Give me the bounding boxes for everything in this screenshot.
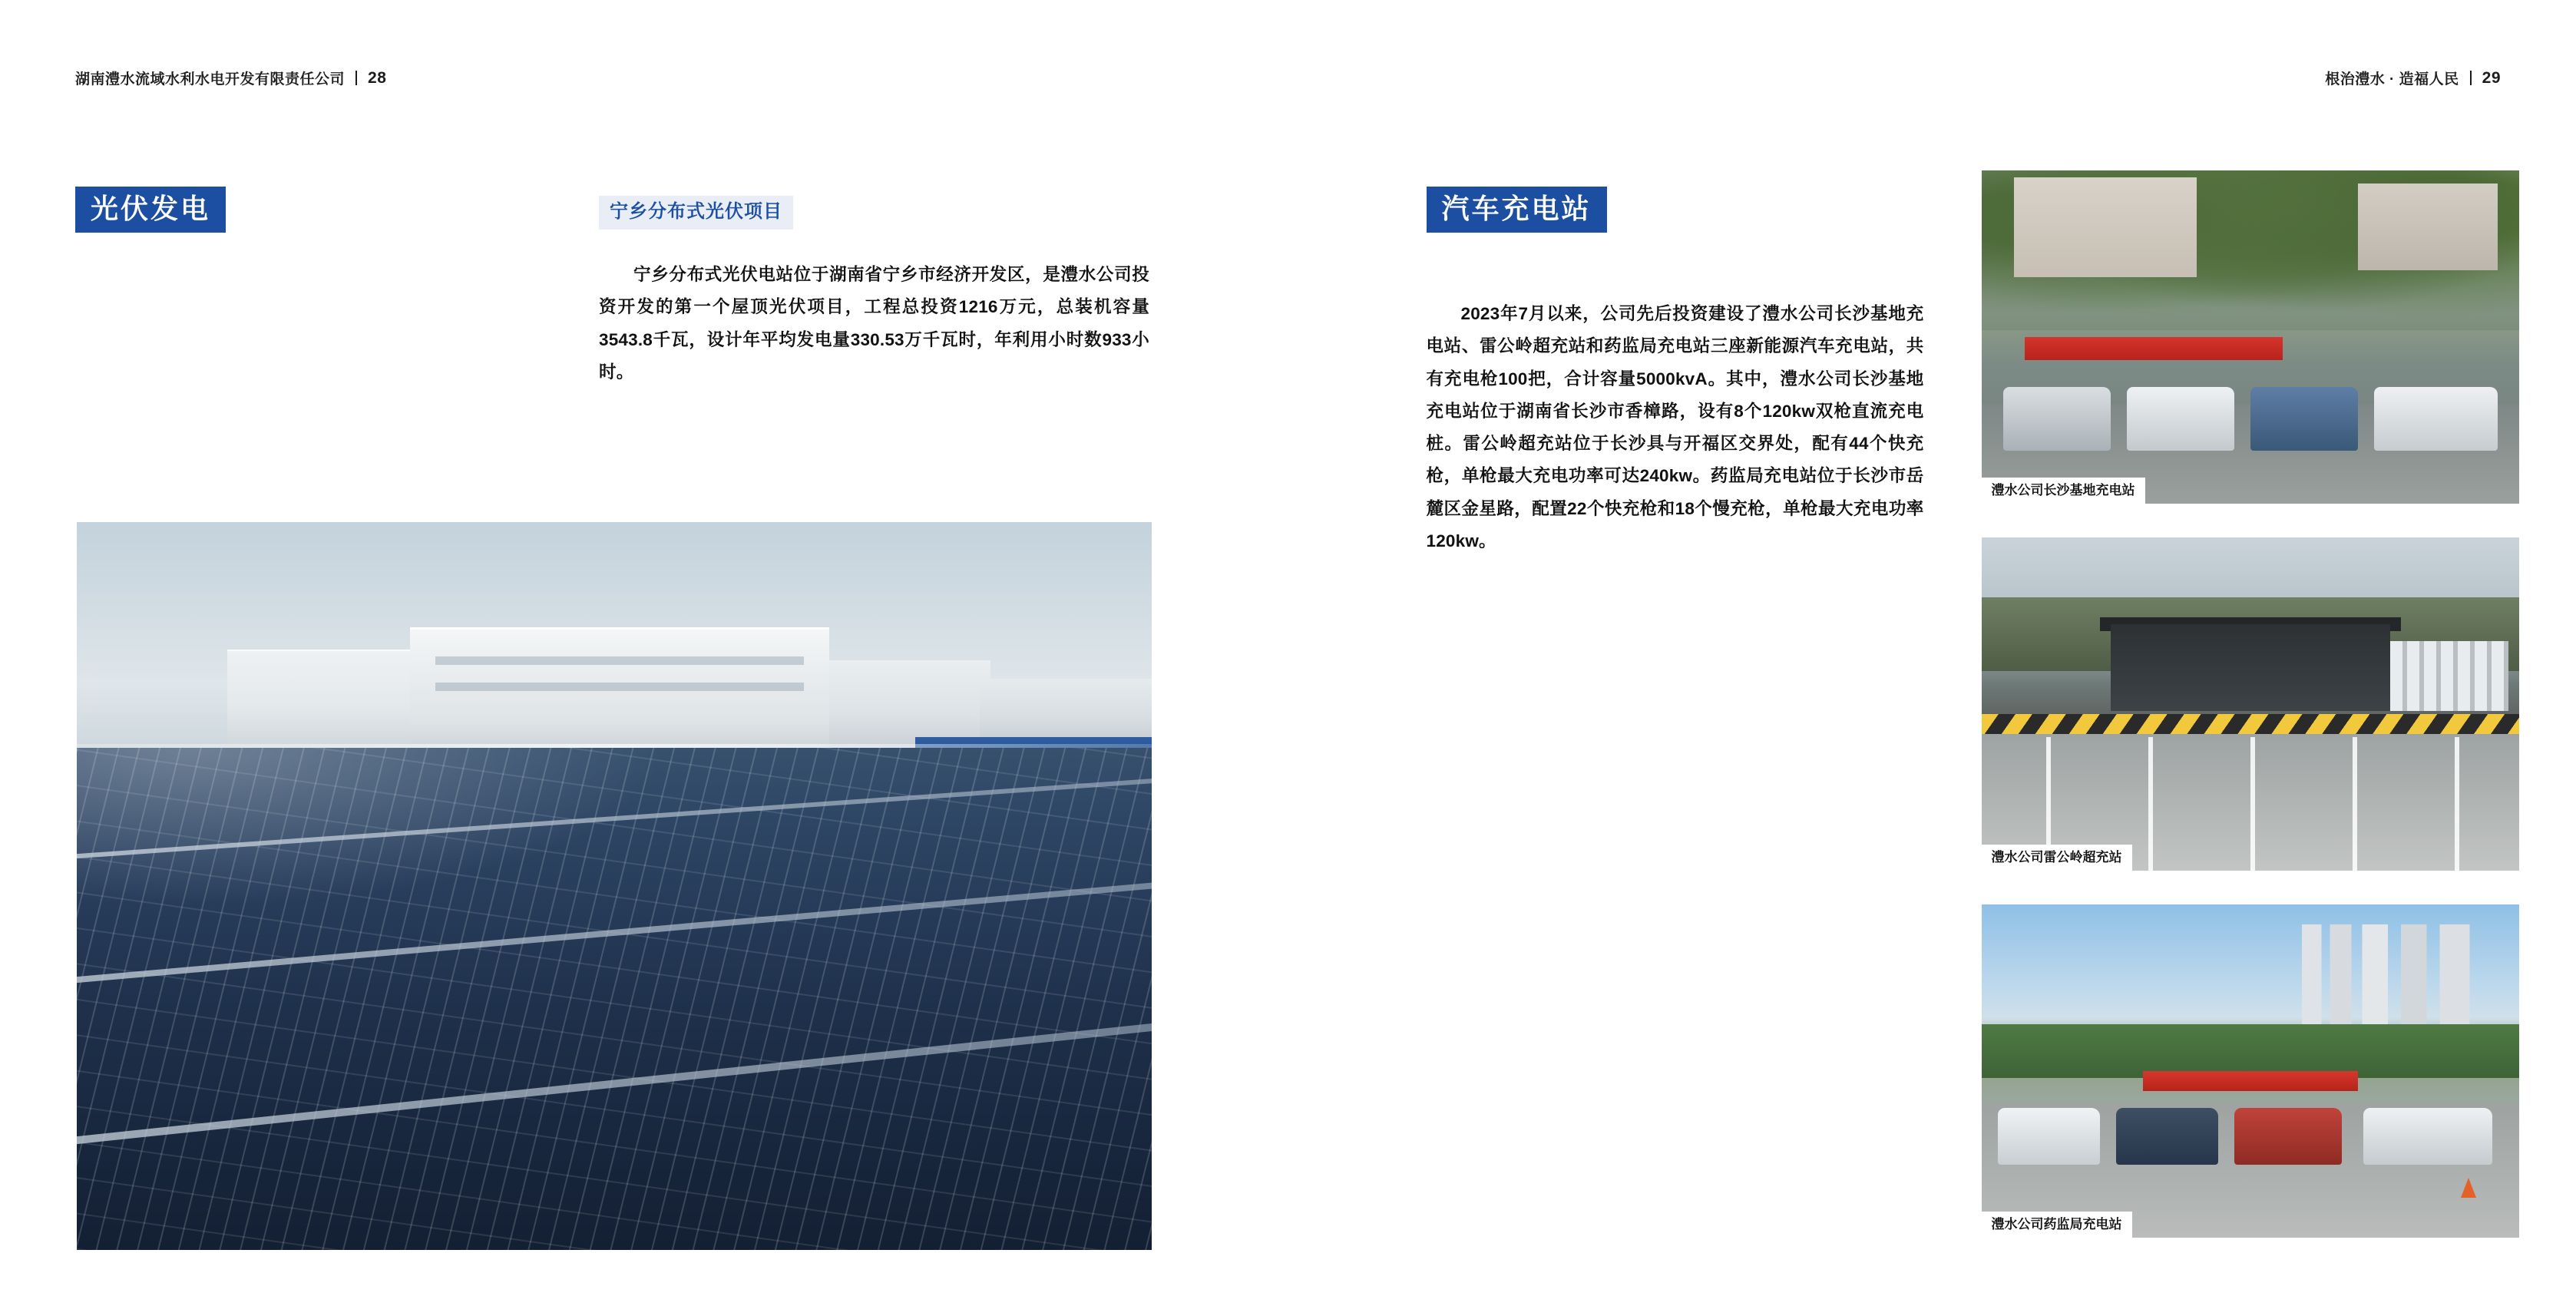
photo-caption: 澧水公司药监局充电站 bbox=[1982, 1212, 2132, 1238]
photo-leigongling-super-charging-station bbox=[1982, 537, 2519, 871]
running-head-right bbox=[2325, 68, 2501, 88]
parked-car bbox=[2250, 387, 2358, 450]
parking-line bbox=[2148, 737, 2153, 871]
parking-line bbox=[2250, 737, 2255, 871]
high-rise-towers bbox=[2293, 924, 2508, 1038]
running-head-divider bbox=[2470, 71, 2472, 85]
window-band bbox=[435, 656, 804, 665]
red-banner bbox=[2143, 1071, 2358, 1091]
red-banner bbox=[2025, 337, 2283, 360]
parked-car bbox=[1998, 1108, 2100, 1165]
building-b bbox=[410, 627, 829, 749]
running-head-divider bbox=[355, 71, 357, 85]
page-number-left: 28 bbox=[368, 68, 387, 87]
parked-car bbox=[2374, 387, 2498, 450]
parked-car bbox=[2234, 1108, 2342, 1165]
charging-canopy bbox=[2111, 624, 2390, 711]
yellow-black-curb bbox=[1982, 714, 2519, 734]
parked-car bbox=[2127, 387, 2234, 450]
left-body-paragraph: 宁乡分布式光伏电站位于湖南省宁乡市经济开发区，是澧水公司投资开发的第一个屋顶光伏项目，工程总投资1216万元，总装机容量3543.8千瓦，设计年平均发电量330.53万千瓦时，年利用小时数933小时。 bbox=[599, 265, 1149, 382]
running-head-left bbox=[75, 68, 386, 88]
building-c bbox=[829, 660, 990, 748]
section-badge-ev-charging-station: 汽车充电站 bbox=[1427, 187, 1607, 233]
photo-caption: 澧水公司雷公岭超充站 bbox=[1982, 845, 2132, 871]
section-badge-photovoltaic: 光伏发电 bbox=[75, 187, 226, 233]
photo-drug-administration-charging-station bbox=[1982, 904, 2519, 1238]
right-body-text bbox=[1427, 298, 1924, 557]
right-page bbox=[1288, 0, 2576, 1306]
parking-line bbox=[2455, 737, 2459, 871]
residential-building bbox=[2358, 184, 2498, 270]
photo-changsha-base-charging-station bbox=[1982, 170, 2519, 504]
photo-caption: 澧水公司长沙基地充电站 bbox=[1982, 478, 2145, 504]
residential-building bbox=[2014, 177, 2197, 277]
parked-car bbox=[2116, 1108, 2218, 1165]
running-head-right-text: 根治澧水 · 造福人民 bbox=[2325, 71, 2459, 88]
photo-rooftop-solar-array bbox=[77, 522, 1152, 1250]
tree-line bbox=[1982, 1024, 2519, 1077]
page-number-right: 29 bbox=[2482, 68, 2501, 87]
left-body-text bbox=[599, 259, 1149, 388]
right-body-paragraph: 2023年7月以来，公司先后投资建设了澧水公司长沙基地充电站、雷公岭超充站和药监局充电站三座新能源汽车充电站，共有充电枪100把，合计容量5000kvA。其中，澧水公司长沙基地充电站位于湖南省长沙市香樟路，设有8个120kw双枪直流充电桩。雷公岭超充站位于长沙具与开福区交界处，配有44个快充枪，单枪最大充电功率可达240kw。药监局充电站位于长沙市岳麓区金星路，配置22个快充枪和18个慢充枪，单枪最大充电功率120kw。 bbox=[1426, 304, 1924, 551]
charging-pile-row bbox=[2390, 641, 2508, 711]
parked-car bbox=[2003, 387, 2111, 450]
parking-line bbox=[2353, 737, 2357, 871]
building-a bbox=[227, 650, 421, 749]
running-head-left-text: 湖南澧水流域水利水电开发有限责任公司 bbox=[75, 71, 346, 88]
panel-glare bbox=[77, 748, 668, 908]
window-band bbox=[435, 683, 804, 691]
subsection-badge-ningxiang-pv: 宁乡分布式光伏项目 bbox=[599, 196, 793, 230]
parked-car bbox=[2363, 1108, 2492, 1165]
traffic-cone bbox=[2461, 1178, 2476, 1198]
